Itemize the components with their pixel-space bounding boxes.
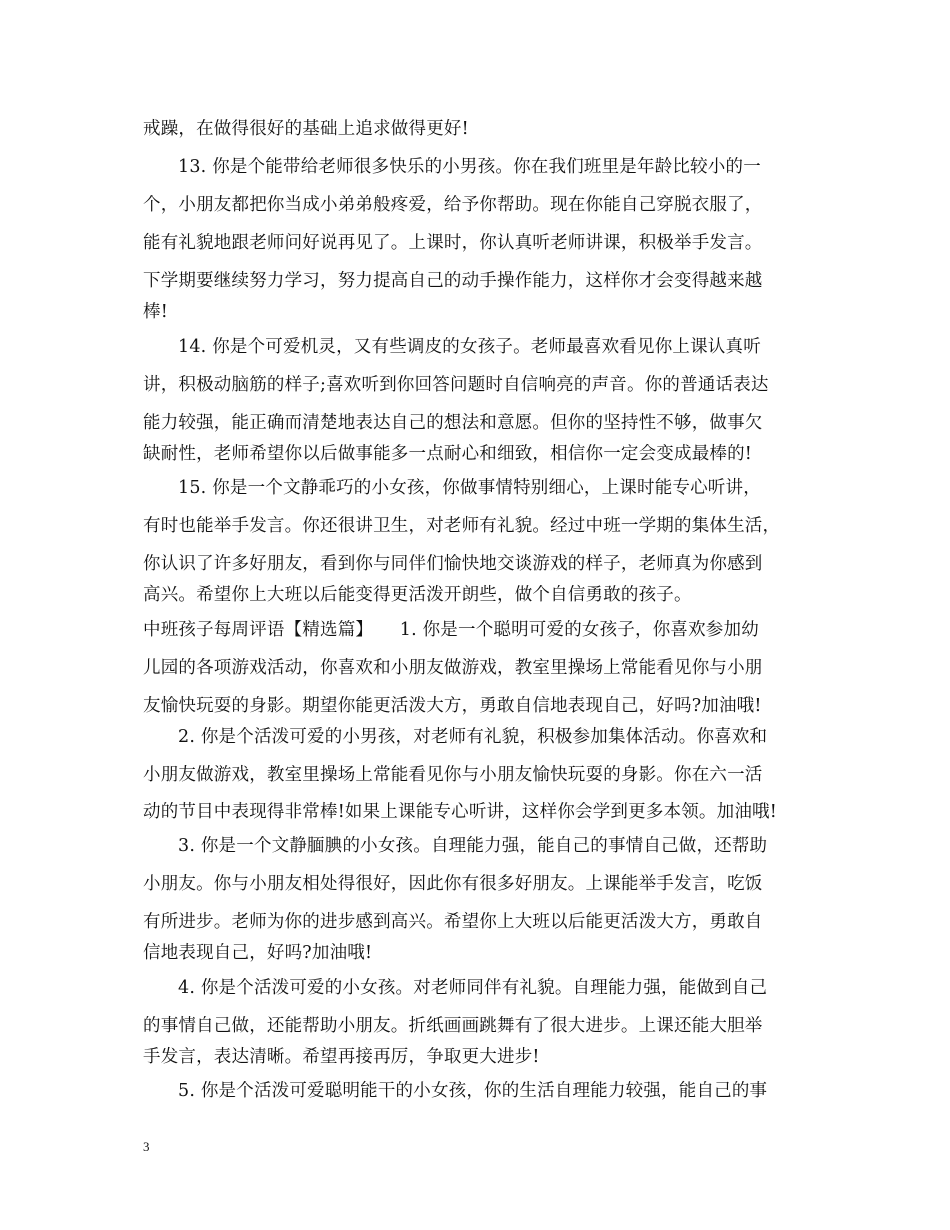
text-line: 有所进步。老师为你的进步感到高兴。希望你上大班以后能更活泼大方，勇敢自 [143,912,763,932]
text-line: 14. 你是个可爱机灵，又有些调皮的女孩子。老师最喜欢看见你上课认真听 [178,337,761,357]
text-line: 13. 你是个能带给老师很多快乐的小男孩。你在我们班里是年龄比较小的一 [178,157,761,177]
text-line: 小朋友。你与小朋友相处得很好，因此你有很多好朋友。上课能举手发言，吃饭 [143,874,763,894]
text-line: 讲，积极动脑筋的样子;喜欢听到你回答问题时自信响亮的声音。你的普通话表达 [143,375,769,395]
text-line: 缺耐性，老师希望你以后做事能多一点耐心和细致，相信你一定会变成最棒的! [143,444,753,464]
text-line: 4. 你是个活泼可爱的小女孩。对老师同伴有礼貌。自理能力强，能做到自己 [178,978,768,998]
text-line: 动的节目中表现得非常棒!如果上课能专心听讲，这样你会学到更多本领。加油哦! [143,802,777,822]
text-line: 2. 你是个活泼可爱的小男孩，对老师有礼貌，积极参加集体活动。你喜欢和 [178,727,768,747]
text-line: 15. 你是一个文静乖巧的小女孩，你做事情特别细心，上课时能专心听讲， [178,478,761,498]
text-line: 小朋友做游戏，教室里操场上常能看见你与小朋友愉快玩耍的身影。你在六一活 [143,765,763,785]
text-line: 高兴。希望你上大班以后能变得更活泼开朗些，做个自信勇敢的孩子。 [143,585,692,605]
text-line: 棒! [143,302,168,322]
text-line: 手发言，表达清晰。希望再接再厉，争取更大进步! [143,1047,540,1067]
text-line: 戒躁，在做得很好的基础上追求做得更好! [143,119,469,139]
text-line: 下学期要继续努力学习，努力提高自己的动手操作能力，这样你才会变得越来越 [143,271,763,291]
text-line: 信地表现自己，好吗?加油哦! [143,943,373,963]
text-line: 的事情自己做，还能帮助小朋友。折纸画画跳舞有了很大进步。上课还能大胆举 [143,1016,763,1036]
text-line: 有时也能举手发言。你还很讲卫生，对老师有礼貌。经过中班一学期的集体生活， [143,516,781,536]
text-line: 能力较强，能正确而清楚地表达自己的想法和意愿。但你的坚持性不够，做事欠 [143,413,763,433]
text-line: 能有礼貌地跟老师问好说再见了。上课时，你认真听老师讲课，积极举手发言。 [143,233,763,253]
page-number: 3 [143,1139,150,1154]
text-line: 中班孩子每周评语【精选篇】 1. 你是一个聪明可爱的女孩子，你喜欢参加幼 [143,620,759,640]
text-line: 5. 你是个活泼可爱聪明能干的小女孩，你的生活自理能力较强，能自己的事 [178,1081,768,1101]
text-line: 3. 你是一个文静腼腆的小女孩。自理能力强，能自己的事情自己做，还帮助 [178,836,768,856]
text-line: 你认识了许多好朋友，看到你与同伴们愉快地交谈游戏的样子，老师真为你感到 [143,554,763,574]
text-line: 个，小朋友都把你当成小弟弟般疼爱，给予你帮助。现在你能自己穿脱衣服了， [143,195,763,215]
text-line: 儿园的各项游戏活动，你喜欢和小朋友做游戏，教室里操场上常能看见你与小朋 [143,658,763,678]
text-line: 友愉快玩耍的身影。期望你能更活泼大方，勇敢自信地表现自己，好吗?加油哦! [143,696,762,716]
